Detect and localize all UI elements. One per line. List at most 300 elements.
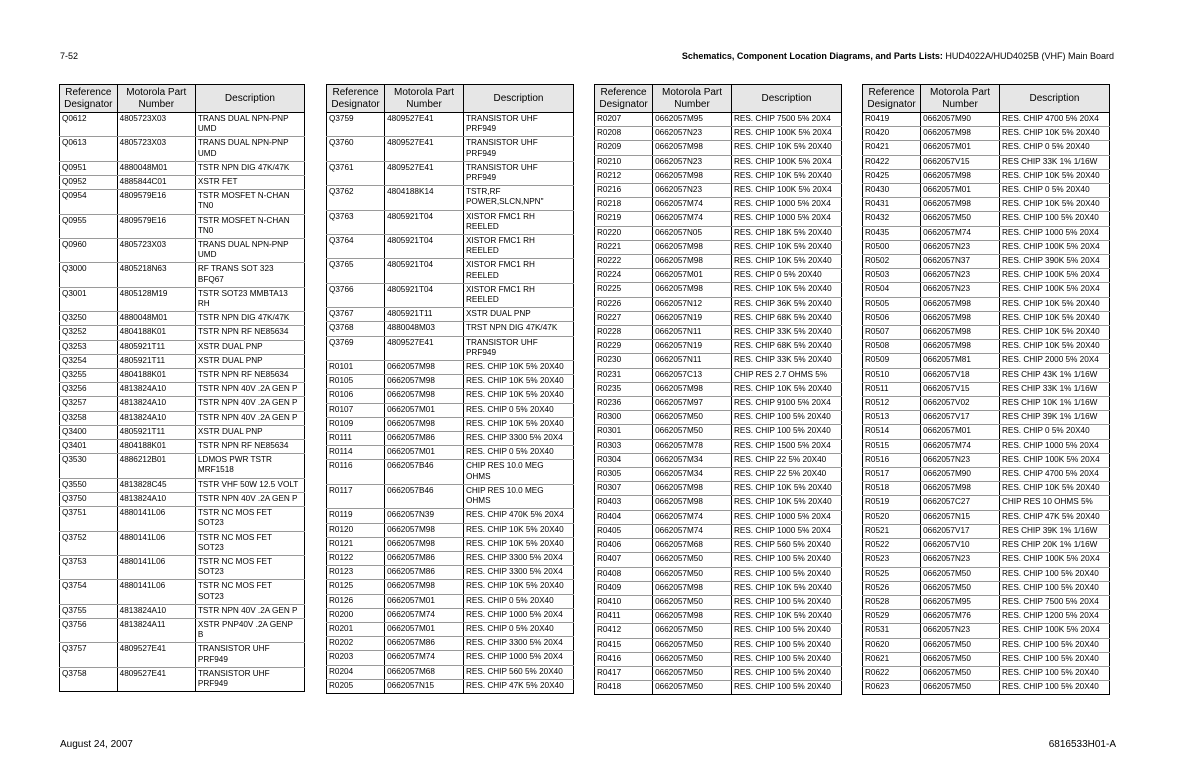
table-row [595, 226, 842, 240]
part-number-cell: 4813824A10 [117, 604, 195, 618]
part-number-cell: 0662057N23 [921, 553, 1000, 567]
reference-designator-cell: R0515 [863, 439, 921, 453]
table-row [863, 240, 1110, 254]
description-cell: XISTOR FMC1 RH REELED [463, 283, 573, 307]
part-number-cell: 0662057M50 [921, 681, 1000, 695]
table-row [595, 141, 842, 155]
reference-designator-cell: R0202 [327, 637, 385, 651]
part-number-cell: 0662057M50 [653, 638, 732, 652]
col-header-part-number: Motorola Part Number [385, 85, 464, 113]
table-row [863, 666, 1110, 680]
table-row [595, 468, 842, 482]
description-cell: TRANSISTOR UHF PRF949 [463, 113, 573, 137]
part-number-cell: 0662057M50 [921, 638, 1000, 652]
description-cell: RES. CHIP 1200 5% 20X4 [999, 610, 1109, 624]
description-cell: RES. CHIP 7500 5% 20X4 [999, 595, 1109, 609]
part-number-cell: 4880048M03 [385, 322, 464, 336]
table-row [327, 651, 574, 665]
reference-designator-cell: R0209 [595, 141, 653, 155]
col-header-part-number: Motorola Part Number [117, 85, 195, 113]
table-row [60, 411, 305, 425]
part-number-cell: 0662057M98 [653, 382, 732, 396]
table-row [327, 137, 574, 161]
reference-designator-cell: R0621 [863, 652, 921, 666]
table-row [60, 507, 305, 531]
table-row [327, 665, 574, 679]
table-row [327, 322, 574, 336]
part-number-cell: 0662057M98 [385, 389, 464, 403]
description-cell: RES. CHIP 10K 5% 20X40 [731, 482, 841, 496]
description-cell: RES. CHIP 9100 5% 20X4 [731, 397, 841, 411]
part-number-cell: 4804188K01 [117, 440, 195, 454]
part-number-cell: 0662057B46 [385, 460, 464, 484]
reference-designator-cell: R0508 [863, 340, 921, 354]
part-number-cell: 0662057M98 [385, 361, 464, 375]
description-cell: TSTR SOT23 MMBTA13 RH [195, 287, 304, 311]
page-number: 7-52 [60, 51, 79, 61]
description-cell: RES. CHIP 100 5% 20X40 [731, 638, 841, 652]
reference-designator-cell: R0506 [863, 311, 921, 325]
table-row [595, 113, 842, 127]
table-row [595, 567, 842, 581]
description-cell: RES. CHIP 10K 5% 20X40 [999, 482, 1109, 496]
reference-designator-cell: Q3257 [60, 397, 118, 411]
table-row [595, 610, 842, 624]
table-row [60, 176, 305, 190]
reference-designator-cell: Q3767 [327, 308, 385, 322]
description-cell: RES. CHIP 100 5% 20X40 [731, 595, 841, 609]
description-cell: RES. CHIP 100 5% 20X40 [731, 567, 841, 581]
table-row [60, 531, 305, 555]
part-number-cell: 0662057M50 [653, 567, 732, 581]
part-number-cell: 4813824A10 [117, 397, 195, 411]
description-cell: RES. CHIP 100K 5% 20X4 [731, 184, 841, 198]
table-row [60, 454, 305, 478]
reference-designator-cell: R0107 [327, 403, 385, 417]
part-number-cell: 0662057M01 [653, 269, 732, 283]
part-number-cell: 0662057M50 [653, 411, 732, 425]
reference-designator-cell: Q0960 [60, 239, 118, 263]
table-row [327, 210, 574, 234]
reference-designator-cell: R0203 [327, 651, 385, 665]
part-number-cell: 0662057N23 [653, 127, 732, 141]
table-row [863, 610, 1110, 624]
description-cell: RES. CHIP 10K 5% 20X40 [731, 141, 841, 155]
reference-designator-cell: Q3750 [60, 492, 118, 506]
part-number-cell: 4805921T11 [385, 308, 464, 322]
part-number-cell: 4805921T04 [385, 283, 464, 307]
table-row [60, 161, 305, 175]
description-cell: RES. CHIP 1500 5% 20X4 [731, 439, 841, 453]
table-row [595, 453, 842, 467]
table-row [327, 417, 574, 431]
description-cell: RES CHIP 10K 1% 1/16W [999, 397, 1109, 411]
description-cell: TSTR NC MOS FET SOT23 [195, 531, 304, 555]
description-cell: TRANSISTOR UHF PRF949 [463, 137, 573, 161]
table-row [863, 169, 1110, 183]
reference-designator-cell: Q0612 [60, 113, 118, 137]
reference-designator-cell: R0502 [863, 255, 921, 269]
table-row [595, 354, 842, 368]
table-row [863, 595, 1110, 609]
part-number-cell: 0662057M86 [385, 432, 464, 446]
reference-designator-cell: R0224 [595, 269, 653, 283]
description-cell: RES. CHIP 1000 5% 20X4 [999, 226, 1109, 240]
part-number-cell: 0662057M97 [653, 397, 732, 411]
table-row [327, 432, 574, 446]
reference-designator-cell: Q3754 [60, 580, 118, 604]
reference-designator-cell: R0300 [595, 411, 653, 425]
table-row [327, 460, 574, 484]
table-row [863, 453, 1110, 467]
reference-designator-cell: Q0952 [60, 176, 118, 190]
reference-designator-cell: R0119 [327, 509, 385, 523]
table-row [327, 375, 574, 389]
description-cell: RES CHIP 39K 1% 1/16W [999, 524, 1109, 538]
table-row [327, 537, 574, 551]
table-row [595, 255, 842, 269]
description-cell: RES. CHIP 100K 5% 20X4 [999, 269, 1109, 283]
part-number-cell: 0662057M95 [653, 113, 732, 127]
part-number-cell: 0662057M68 [653, 539, 732, 553]
table-row [863, 255, 1110, 269]
description-cell: RES. CHIP 0 5% 20X40 [999, 184, 1109, 198]
part-number-cell: 4809527E41 [385, 161, 464, 185]
description-cell: RES. CHIP 10K 5% 20X40 [731, 382, 841, 396]
reference-designator-cell: R0231 [595, 368, 653, 382]
reference-designator-cell: R0410 [595, 595, 653, 609]
description-cell: CHIP RES 10 OHMS 5% [999, 496, 1109, 510]
part-number-cell: 0662057N23 [653, 184, 732, 198]
reference-designator-cell: R0503 [863, 269, 921, 283]
reference-designator-cell: Q3401 [60, 440, 118, 454]
description-cell: RES. CHIP 10K 5% 20X40 [999, 169, 1109, 183]
table-row [327, 361, 574, 375]
table-row [60, 555, 305, 579]
part-number-cell: 4880141L06 [117, 507, 195, 531]
description-cell: RES. CHIP 10K 5% 20X40 [731, 610, 841, 624]
table-row [595, 425, 842, 439]
col-header-description: Description [463, 85, 573, 113]
description-cell: TRST NPN DIG 47K/47K [463, 322, 573, 336]
reference-designator-cell: R0500 [863, 240, 921, 254]
reference-designator-cell: R0519 [863, 496, 921, 510]
parts-table-1 [59, 84, 305, 692]
description-cell: RES. CHIP 10K 5% 20X40 [731, 283, 841, 297]
table-row [60, 397, 305, 411]
reference-designator-cell: Q0954 [60, 190, 118, 214]
description-cell: TSTR NC MOS FET SOT23 [195, 580, 304, 604]
table-row [327, 403, 574, 417]
table-row [327, 161, 574, 185]
description-cell: RES. CHIP 100K 5% 20X4 [999, 283, 1109, 297]
description-cell: RES. CHIP 3300 5% 20X4 [463, 551, 573, 565]
description-cell: TSTR NPN RF NE85634 [195, 369, 304, 383]
table-row [595, 240, 842, 254]
description-cell: RES. CHIP 18K 5% 20X40 [731, 226, 841, 240]
col-header-reference: Reference Designator [595, 85, 653, 113]
reference-designator-cell: R0106 [327, 389, 385, 403]
reference-designator-cell: Q3762 [327, 186, 385, 210]
part-number-cell: 0662057M34 [653, 468, 732, 482]
part-number-cell: 4809579E16 [117, 214, 195, 238]
description-cell: RES. CHIP 1000 5% 20X4 [463, 608, 573, 622]
reference-designator-cell: Q3755 [60, 604, 118, 618]
description-cell: XSTR DUAL PNP [195, 425, 304, 439]
reference-designator-cell: R0425 [863, 169, 921, 183]
description-cell: RES. CHIP 68K 5% 20X40 [731, 311, 841, 325]
part-number-cell: 0662057M74 [385, 651, 464, 665]
table-row [595, 326, 842, 340]
col-header-reference: Reference Designator [863, 85, 921, 113]
reference-designator-cell: Q3751 [60, 507, 118, 531]
table-row [595, 340, 842, 354]
table-row [60, 113, 305, 137]
reference-designator-cell: R0305 [595, 468, 653, 482]
reference-designator-cell: R0105 [327, 375, 385, 389]
description-cell: TRANSISTOR UHF PRF949 [195, 643, 304, 667]
reference-designator-cell: R0226 [595, 297, 653, 311]
part-number-cell: 4880141L06 [117, 555, 195, 579]
table-row [863, 155, 1110, 169]
reference-designator-cell: R0230 [595, 354, 653, 368]
reference-designator-cell: R0514 [863, 425, 921, 439]
reference-designator-cell: R0516 [863, 453, 921, 467]
table-row [60, 354, 305, 368]
reference-designator-cell: R0101 [327, 361, 385, 375]
part-number-cell: 0662057M50 [921, 581, 1000, 595]
description-cell: RES. CHIP 470K 5% 20X4 [463, 509, 573, 523]
part-number-cell: 0662057M01 [921, 425, 1000, 439]
description-cell: RES. CHIP 10K 5% 20X40 [731, 581, 841, 595]
reference-designator-cell: Q3768 [327, 322, 385, 336]
description-cell: TSTR NPN DIG 47K/47K [195, 161, 304, 175]
reference-designator-cell: R0403 [595, 496, 653, 510]
part-number-cell: 4804188K01 [117, 369, 195, 383]
table-row [595, 553, 842, 567]
table-row [863, 681, 1110, 695]
part-number-cell: 0662057M01 [921, 184, 1000, 198]
table-row [327, 594, 574, 608]
reference-designator-cell: R0420 [863, 127, 921, 141]
reference-designator-cell: R0417 [595, 666, 653, 680]
table-row [863, 652, 1110, 666]
part-number-cell: 0662057N23 [921, 283, 1000, 297]
table-row [863, 553, 1110, 567]
part-number-cell: 0662057M76 [921, 610, 1000, 624]
description-cell: RES. CHIP 100 5% 20X40 [999, 652, 1109, 666]
reference-designator-cell: R0418 [595, 681, 653, 695]
description-cell: RES. CHIP 10K 5% 20X40 [999, 297, 1109, 311]
table-row [863, 297, 1110, 311]
reference-designator-cell: Q3001 [60, 287, 118, 311]
description-cell: RES. CHIP 1000 5% 20X4 [731, 510, 841, 524]
table-row [60, 137, 305, 161]
reference-designator-cell: Q3256 [60, 383, 118, 397]
table-row [327, 608, 574, 622]
description-cell: RES. CHIP 7500 5% 20X4 [731, 113, 841, 127]
reference-designator-cell: Q3400 [60, 425, 118, 439]
description-cell: RES. CHIP 100 5% 20X40 [999, 681, 1109, 695]
parts-table-4 [862, 84, 1110, 695]
part-number-cell: 4885844C01 [117, 176, 195, 190]
description-cell: TSTR NPN 40V .2A GEN P [195, 411, 304, 425]
table-row [60, 604, 305, 618]
description-cell: RES. CHIP 1000 5% 20X4 [463, 651, 573, 665]
reference-designator-cell: R0218 [595, 198, 653, 212]
part-number-cell: 0662057M01 [385, 403, 464, 417]
part-number-cell: 0662057M50 [653, 624, 732, 638]
reference-designator-cell: R0116 [327, 460, 385, 484]
description-cell: RES. CHIP 33K 5% 20X40 [731, 326, 841, 340]
part-number-cell: 4886212B01 [117, 454, 195, 478]
description-cell: RES. CHIP 100 5% 20X40 [731, 681, 841, 695]
table-row [327, 566, 574, 580]
description-cell: RES. CHIP 10K 5% 20X40 [463, 537, 573, 551]
reference-designator-cell: Q0955 [60, 214, 118, 238]
description-cell: XISTOR FMC1 RH REELED [463, 259, 573, 283]
description-cell: RES. CHIP 100 5% 20X40 [731, 666, 841, 680]
table-row [863, 482, 1110, 496]
reference-designator-cell: R0507 [863, 326, 921, 340]
part-number-cell: 4813824A10 [117, 492, 195, 506]
reference-designator-cell: R0227 [595, 311, 653, 325]
part-number-cell: 4880141L06 [117, 580, 195, 604]
table-row [595, 297, 842, 311]
part-number-cell: 4809527E41 [117, 667, 195, 691]
reference-designator-cell: R0235 [595, 382, 653, 396]
part-number-cell: 0662057M01 [385, 622, 464, 636]
part-number-cell: 0662057M81 [921, 354, 1000, 368]
reference-designator-cell: R0421 [863, 141, 921, 155]
table-row [60, 383, 305, 397]
table-row [60, 326, 305, 340]
table-row [60, 369, 305, 383]
reference-designator-cell: Q3252 [60, 326, 118, 340]
table-row [60, 492, 305, 506]
description-cell: RES. CHIP 1000 5% 20X4 [731, 198, 841, 212]
reference-designator-cell: R0109 [327, 417, 385, 431]
part-number-cell: 4880048M01 [117, 312, 195, 326]
description-cell: RES. CHIP 10K 5% 20X40 [463, 417, 573, 431]
part-number-cell: 0662057M98 [653, 169, 732, 183]
description-cell: TSTR NC MOS FET SOT23 [195, 507, 304, 531]
reference-designator-cell: R0415 [595, 638, 653, 652]
part-number-cell: 4805128M19 [117, 287, 195, 311]
reference-designator-cell: Q3763 [327, 210, 385, 234]
table-row [60, 478, 305, 492]
table-row [327, 446, 574, 460]
table-row [863, 496, 1110, 510]
reference-designator-cell: R0411 [595, 610, 653, 624]
part-number-cell: 0662057N11 [653, 326, 732, 340]
reference-designator-cell: R0430 [863, 184, 921, 198]
reference-designator-cell: R0304 [595, 453, 653, 467]
table-row [863, 226, 1110, 240]
part-number-cell: 0662057M50 [653, 652, 732, 666]
reference-designator-cell: R0225 [595, 283, 653, 297]
description-cell: RES. CHIP 10K 5% 20X40 [731, 240, 841, 254]
part-number-cell: 4805921T04 [385, 259, 464, 283]
reference-designator-cell: R0620 [863, 638, 921, 652]
description-cell: RES. CHIP 100K 5% 20X4 [731, 155, 841, 169]
part-number-cell: 0662057M98 [653, 240, 732, 254]
reference-designator-cell: R0523 [863, 553, 921, 567]
description-cell: RES. CHIP 10K 5% 20X40 [999, 340, 1109, 354]
reference-designator-cell: R0114 [327, 446, 385, 460]
part-number-cell: 0662057M98 [385, 537, 464, 551]
part-number-cell: 4809527E41 [385, 336, 464, 360]
reference-designator-cell: Q3530 [60, 454, 118, 478]
part-number-cell: 0662057N19 [653, 311, 732, 325]
table-row [863, 340, 1110, 354]
header-title-bold: Schematics, Component Location Diagrams, and Parts Lists: [681, 51, 943, 61]
reference-designator-cell: Q0951 [60, 161, 118, 175]
description-cell: RES. CHIP 4700 5% 20X4 [999, 113, 1109, 127]
reference-designator-cell: Q3758 [60, 667, 118, 691]
description-cell: TRANSISTOR UHF PRF949 [463, 336, 573, 360]
description-cell: TSTR,RF POWER,SLCN,NPN" [463, 186, 573, 210]
description-cell: RES. CHIP 100 5% 20X40 [731, 624, 841, 638]
col-header-part-number: Motorola Part Number [653, 85, 732, 113]
reference-designator-cell: R0200 [327, 608, 385, 622]
part-number-cell: 0662057V02 [921, 397, 1000, 411]
description-cell: XSTR FET [195, 176, 304, 190]
page-header-title [682, 51, 1114, 61]
table-row [327, 336, 574, 360]
table-row [327, 283, 574, 307]
description-cell: RES. CHIP 390K 5% 20X4 [999, 255, 1109, 269]
table-row [595, 624, 842, 638]
description-cell: RES. CHIP 560 5% 20X40 [731, 539, 841, 553]
part-number-cell: 0662057N23 [653, 155, 732, 169]
part-number-cell: 0662057M86 [385, 566, 464, 580]
table-row [595, 198, 842, 212]
description-cell: RES. CHIP 10K 5% 20X40 [731, 255, 841, 269]
table-row [327, 622, 574, 636]
table-row [60, 580, 305, 604]
description-cell: RES. CHIP 47K 5% 20X40 [999, 510, 1109, 524]
reference-designator-cell: Q3757 [60, 643, 118, 667]
part-number-cell: 4804188K01 [117, 326, 195, 340]
description-cell: TSTR NPN 40V .2A GEN P [195, 492, 304, 506]
table-row [595, 595, 842, 609]
table-row [327, 580, 574, 594]
part-number-cell: 0662057M98 [921, 340, 1000, 354]
description-cell: RES. CHIP 100 5% 20X40 [731, 553, 841, 567]
part-number-cell: 4880048M01 [117, 161, 195, 175]
part-number-cell: 4809527E41 [385, 113, 464, 137]
reference-designator-cell: R0207 [595, 113, 653, 127]
description-cell: RES. CHIP 4700 5% 20X4 [999, 468, 1109, 482]
description-cell: RES. CHIP 3300 5% 20X4 [463, 637, 573, 651]
part-number-cell: 0662057M50 [921, 652, 1000, 666]
part-number-cell: 0662057M98 [921, 297, 1000, 311]
description-cell: RES. CHIP 10K 5% 20X40 [731, 496, 841, 510]
reference-designator-cell: R0121 [327, 537, 385, 551]
part-number-cell: 0662057M74 [921, 439, 1000, 453]
description-cell: TSTR NPN 40V .2A GEN P [195, 383, 304, 397]
description-cell: RES. CHIP 0 5% 20X40 [463, 403, 573, 417]
part-number-cell: 0662057M98 [385, 580, 464, 594]
part-number-cell: 0662057M78 [653, 439, 732, 453]
description-cell: RES CHIP 33K 1% 1/16W [999, 155, 1109, 169]
part-number-cell: 0662057M98 [385, 523, 464, 537]
description-cell: RES. CHIP 100 5% 20X40 [999, 567, 1109, 581]
table-row [327, 186, 574, 210]
reference-designator-cell: Q3255 [60, 369, 118, 383]
table-row [863, 439, 1110, 453]
